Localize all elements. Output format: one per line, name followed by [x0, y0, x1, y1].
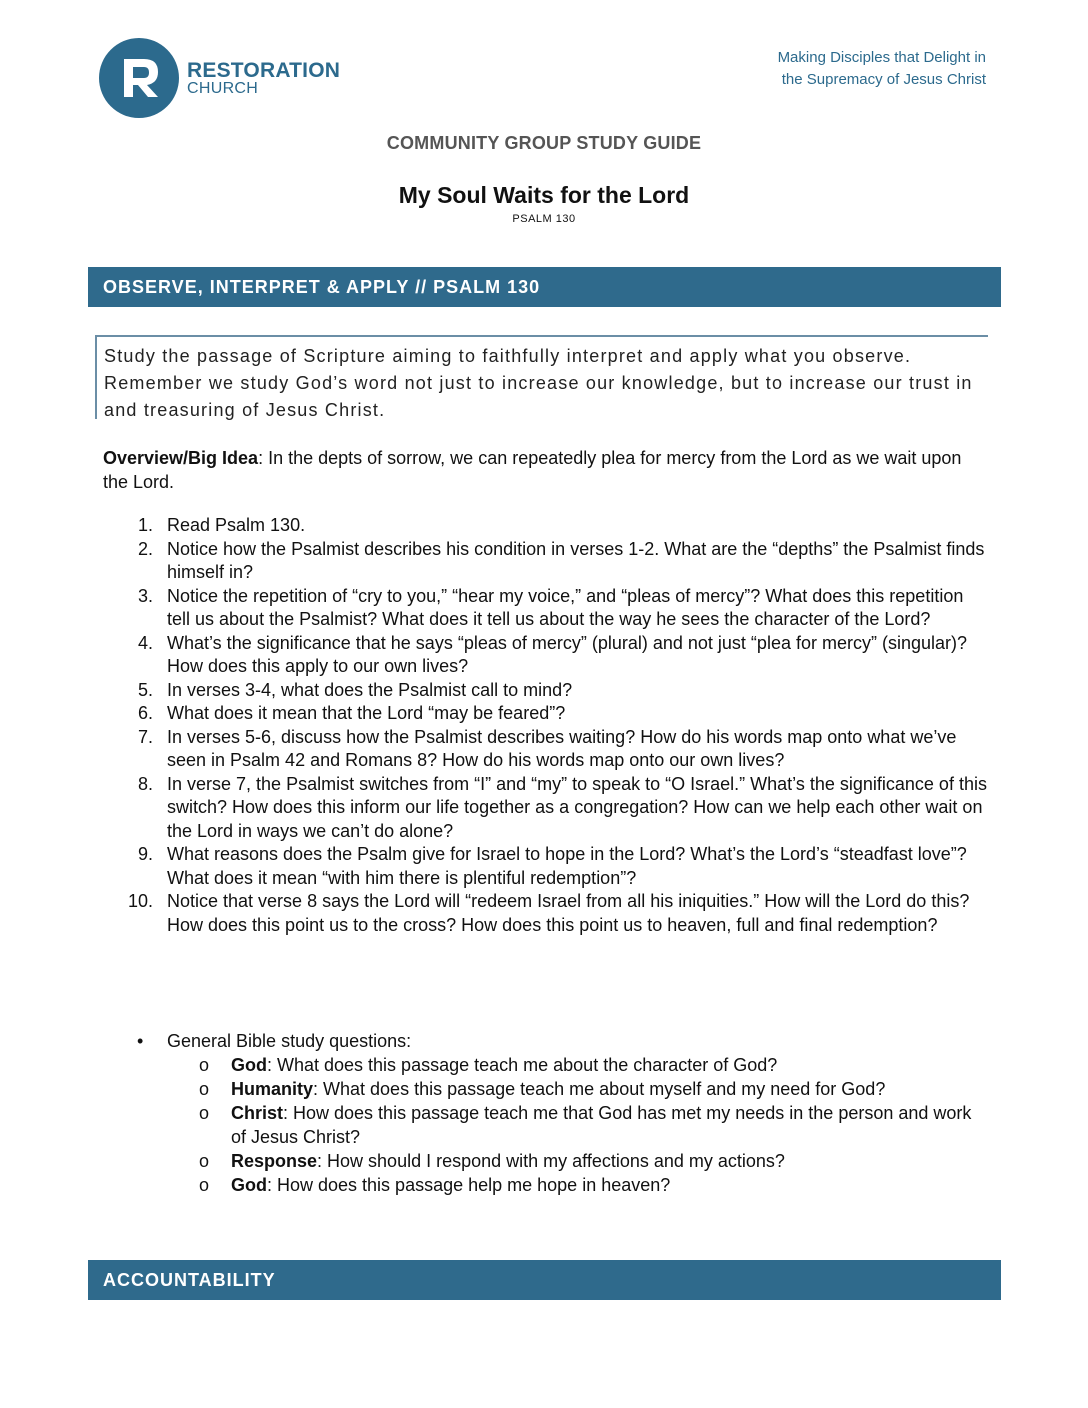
- list-item: [103, 1077, 988, 1101]
- bullet-icon: •: [137, 1031, 144, 1051]
- logo-r-icon: [99, 38, 179, 118]
- overview: [103, 446, 983, 494]
- list-number: 8.: [137, 773, 153, 794]
- list-item: [103, 585, 988, 632]
- circle-bullet-icon: o: [199, 1175, 210, 1195]
- list-number: 5.: [137, 679, 153, 700]
- tagline: [778, 47, 986, 91]
- list-item: [103, 843, 988, 890]
- guide-label: COMMUNITY GROUP STUDY GUIDE: [386, 133, 702, 153]
- list-number: 1.: [137, 515, 153, 535]
- list-item: [103, 702, 988, 726]
- overview-text: : In the depts of sorrow, we can repeatedly plea for mercy from the Lord as we wait upon the Lord.: [103, 448, 962, 492]
- list-number: 3.: [137, 585, 153, 606]
- tagline-line1: Making Disciples that Delight in: [777, 49, 986, 66]
- item-term: Response: [231, 1151, 318, 1171]
- list-text: What reasons does the Psalm give for Israel to hope in the Lord? What’s the Lord’s “steadfast love”? What does it mean “with him there is plentiful redemption”?: [167, 844, 967, 888]
- item-term: Humanity: [231, 1079, 314, 1099]
- overview-label: Overview/Big Idea: [103, 448, 259, 468]
- list-text: Notice that verse 8 says the Lord will “redeem Israel from all his iniquities.” How will the Lord do this? How does this point us to the cross? How does this point us to heaven, full and final redemption?: [167, 891, 970, 935]
- item-term: God: [231, 1055, 267, 1075]
- item-text: : What does this passage teach me about the character of God?: [267, 1055, 778, 1075]
- item-text: : How should I respond with my affections and my actions?: [317, 1151, 785, 1171]
- list-text: Notice how the Psalmist describes his condition in verses 1-2. What are the “depths” the Psalmist finds himself in?: [167, 538, 985, 582]
- section-heading-accountability: ACCOUNTABILITY: [88, 1260, 1001, 1300]
- list-number: 9.: [137, 844, 153, 864]
- list-item: [103, 890, 988, 937]
- circle-bullet-icon: o: [199, 1079, 210, 1099]
- list-text: In verses 5-6, discuss how the Psalmist describes waiting? How do his words map onto what we’ve seen in Psalm 42 and Romans 8? How do his words map onto our own lives?: [167, 726, 957, 770]
- list-text: In verses 3-4, what does the Psalmist call to mind?: [167, 679, 573, 700]
- list-number: 6.: [137, 703, 153, 723]
- list-number: 7.: [137, 726, 153, 747]
- general-label: General Bible study questions:: [167, 1031, 412, 1051]
- logo-name: RESTORATION: [187, 58, 341, 82]
- general-questions: [103, 1029, 988, 1197]
- item-text: : How does this passage teach me that God has met my needs in the person and work of Jesus Christ?: [231, 1103, 972, 1147]
- list-item: [103, 679, 988, 703]
- item-term: Christ: [231, 1103, 284, 1123]
- list-item: [103, 773, 988, 844]
- item-text: : How does this passage help me hope in heaven?: [267, 1175, 671, 1195]
- list-text: What does it mean that the Lord “may be feared”?: [167, 703, 566, 723]
- intro-text: Study the passage of Scripture aiming to faithfully interpret and apply what you observe. Remember we study God’s word not just to increase our knowledge, but to increase our trust in and treasuring of Jesus Christ.: [95, 335, 988, 419]
- list-item: [103, 1101, 988, 1149]
- list-item: [103, 1173, 988, 1197]
- page-subtitle: PSALM 130: [512, 213, 576, 225]
- list-item: [103, 632, 988, 679]
- list-text: In verse 7, the Psalmist switches from “I” and “my” to speak to “O Israel.” What’s the significance of this switch? How does this inform our life together as a congregation? How can we help each other wait on the Lord in ways we can’t do alone?: [167, 773, 987, 841]
- list-item: [103, 1053, 988, 1077]
- page-title: My Soul Waits for the Lord: [398, 182, 690, 208]
- question-list: [103, 514, 988, 937]
- item-term: God: [231, 1175, 267, 1195]
- circle-bullet-icon: o: [199, 1055, 210, 1075]
- circle-bullet-icon: o: [199, 1151, 210, 1171]
- list-item: [103, 538, 988, 585]
- logo-sub: CHURCH: [187, 79, 259, 97]
- section-heading-observe: OBSERVE, INTERPRET & APPLY // PSALM 130: [88, 267, 1001, 307]
- item-text: : What does this passage teach me about myself and my need for God?: [313, 1079, 886, 1099]
- general-sublist: [103, 1053, 988, 1197]
- list-number: 2.: [137, 538, 153, 559]
- church-logo: [99, 38, 340, 118]
- list-item: [103, 514, 988, 538]
- list-text: What’s the significance that he says “pleas of mercy” (plural) and not just “plea for mercy” (singular)? How does this apply to our own lives?: [167, 632, 967, 676]
- list-item: [103, 726, 988, 773]
- list-item: [103, 1149, 988, 1173]
- list-number: 10.: [127, 891, 153, 911]
- general-label-row: [103, 1029, 988, 1053]
- list-text: Notice the repetition of “cry to you,” “hear my voice,” and “pleas of mercy”? What does this repetition tell us about the Psalmist? What does it tell us about the way he sees the character of the Lord?: [167, 585, 964, 629]
- list-number: 4.: [137, 632, 153, 653]
- circle-bullet-icon: o: [199, 1103, 210, 1123]
- list-text: Read Psalm 130.: [167, 515, 306, 535]
- tagline-line2: the Supremacy of Jesus Christ: [781, 71, 986, 88]
